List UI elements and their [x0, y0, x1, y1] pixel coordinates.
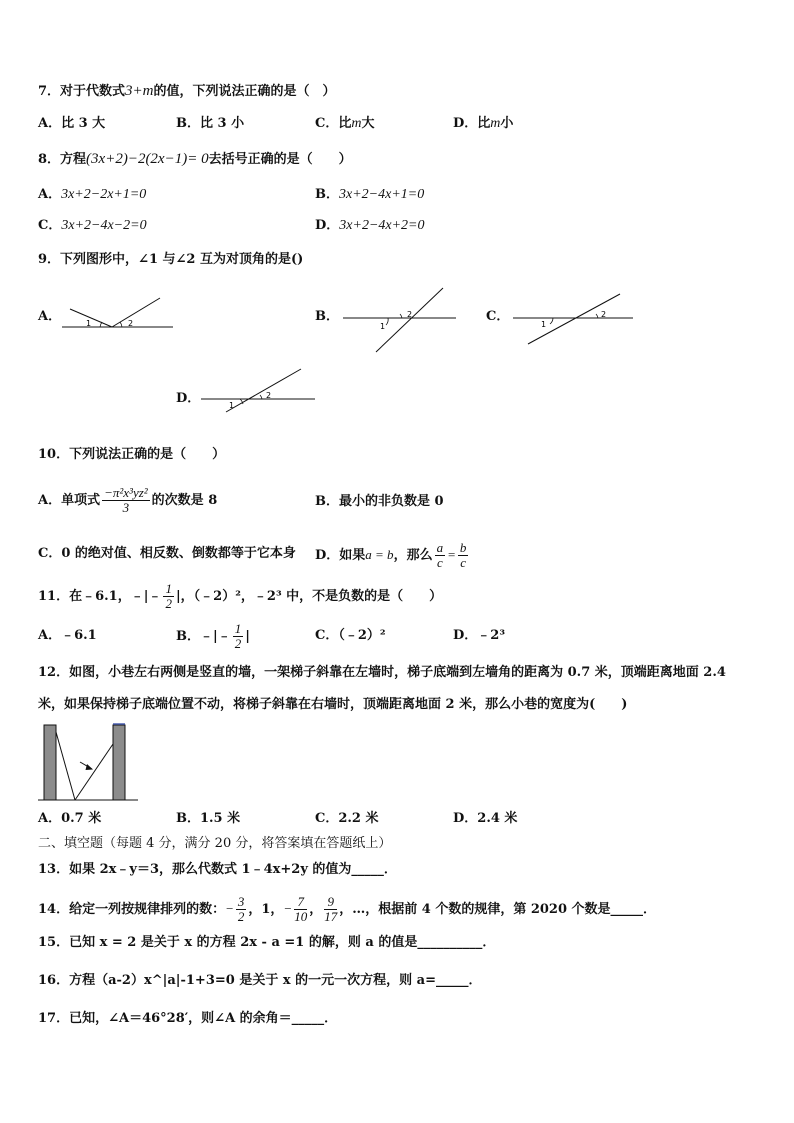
- q8-option-b: B．3x+2−4x+1=0: [315, 187, 425, 202]
- q9-d-angle1-label: 1: [229, 401, 235, 410]
- q12-option-c: C．2.2 米: [315, 811, 379, 826]
- q12-option-a: A．0.7 米: [38, 811, 102, 826]
- q9-option-d-label: D．: [176, 391, 201, 406]
- q9-figure-b: [340, 285, 460, 355]
- q9-option-a-label: A．: [38, 309, 62, 324]
- q13: 13．如果 2x﹣y＝3，那么代数式 1﹣4x+2y 的值为_____．: [38, 862, 397, 877]
- q9-d-angle2-label: 2: [266, 391, 272, 400]
- q12-stem-line1: 12．如图，小巷左右两侧是竖直的墙，一架梯子斜靠在左墙时，梯子底端到左墙角的距离为 0.7 米，顶端距离地面 2.4: [38, 665, 726, 680]
- q10-option-d: D．如果a = b，那么 $\frac{a}{c}$ = $\frac{b}{c}$: [315, 540, 467, 570]
- q9-figure-a: [60, 290, 175, 335]
- q10-option-a: A．单项式 $\frac{\text{−π²x³yz²}}{3}$ 的次数是 8: [38, 485, 218, 515]
- q8-option-d: D．3x+2−4x+2=0: [315, 218, 425, 233]
- q15: 15．已知 x = 2 是关于 x 的方程 2x - a =1 的解，则 a 的值是__________．: [38, 935, 496, 950]
- q12-stem-line2: 米，如果保持梯子底端位置不动，将梯子斜靠在右墙时，顶端距离地面 2 米，那么小巷的宽度为( ): [38, 697, 628, 712]
- q16: 16．方程（a-2）x^|a|-1+3=0 是关于 x 的一元一次方程，则 a=_____．: [38, 973, 482, 988]
- q7-option-d: D．比m小: [453, 116, 514, 131]
- q9-b-angle1-label: 1: [380, 322, 386, 331]
- q7-option-c: C．比m大: [315, 116, 375, 131]
- q17: 17．已知，∠A＝46°28′，则∠A 的余角＝_____．: [38, 1011, 338, 1026]
- q7-stem: 7．对于代数式3+m的值，下列说法正确的是（ ）: [38, 83, 336, 99]
- q10-option-b: B．最小的非负数是 0: [315, 494, 444, 509]
- q9-c-angle2-label: 2: [601, 310, 607, 319]
- q9-figure-d: [198, 366, 318, 416]
- q9-a-angle1-label: 1: [86, 319, 92, 328]
- q9-b-angle2-label: 2: [407, 310, 413, 319]
- q9-c-angle1-label: 1: [541, 320, 547, 329]
- q8-option-a: A．3x+2−2x+1=0: [38, 187, 147, 202]
- q9-figure-c: [510, 290, 635, 348]
- q10-stem: 10．下列说法正确的是（ ）: [38, 447, 226, 462]
- q12-option-b: B．1.5 米: [176, 811, 241, 826]
- q7-option-a: A．比 3 大: [38, 116, 106, 131]
- q12-option-d: D．2.4 米: [453, 811, 518, 826]
- q10-option-c: C．0 的绝对值、相反数、倒数都等于它本身: [38, 546, 296, 561]
- q9-option-b-label: B．: [315, 309, 339, 324]
- q11-stem: 11．在﹣6.1，﹣|﹣ $\frac{1}{2}$ |，（﹣2）²，﹣2³ 中，不是负数的是（ ）: [38, 581, 443, 611]
- q11-option-d: D．﹣2³: [453, 628, 506, 643]
- q12-alley-figure: [38, 722, 143, 804]
- q14: 14．给定一列按规律排列的数：− $\frac{3}{2}$ ，1，− $\frac{7}{10}$ ， $\frac{9}{17}$ ，…，根据前 4 个数的规律，第 2020 个数是_____．: [38, 894, 657, 924]
- q7-option-b: B．比 3 小: [176, 116, 245, 131]
- q9-a-angle2-label: 2: [128, 319, 134, 328]
- q9-stem: 9．下列图形中，∠1 与∠2 互为对顶角的是(): [38, 252, 304, 267]
- q8-option-c: C．3x+2−4x−2=0: [38, 218, 147, 233]
- q11-option-a: A．﹣6.1: [38, 628, 97, 643]
- section-fill-in-title: 二、填空题（每题 4 分，满分 20 分，将答案填在答题纸上）: [38, 836, 392, 851]
- q8-stem: 8．方程(3x+2)−2(2x−1)= 0去括号正确的是（ ）: [38, 151, 352, 167]
- q11-option-b: B．﹣|﹣ $\frac{1}{2}$ |: [176, 621, 250, 651]
- q11-option-c: C．（﹣2）²: [315, 628, 386, 643]
- q9-option-c-label: C．: [486, 309, 510, 324]
